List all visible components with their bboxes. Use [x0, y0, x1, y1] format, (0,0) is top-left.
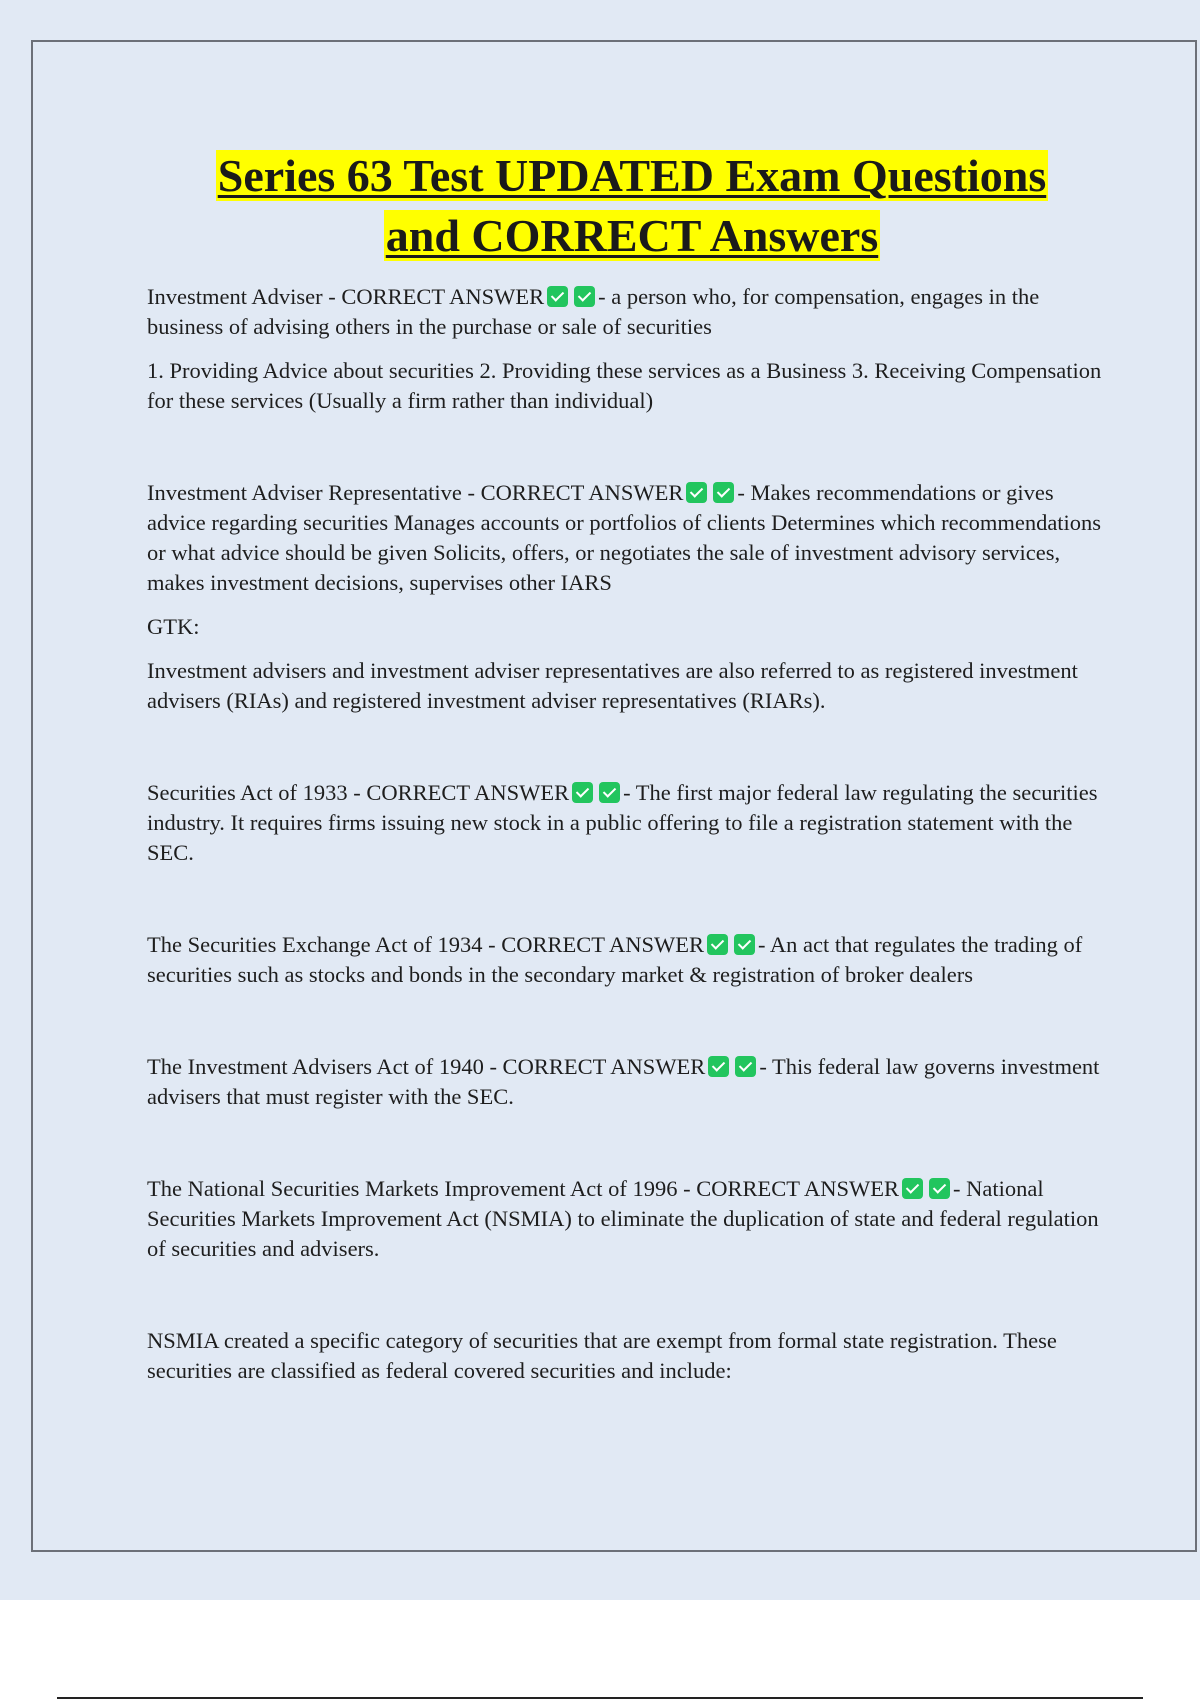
check-box-icon [713, 482, 734, 503]
qa-entry-nsmia-1996 [147, 1174, 1117, 1264]
check-box-icon [574, 286, 595, 307]
footer-divider [57, 1697, 1143, 1699]
check-box-icon [572, 782, 593, 803]
entry-term: The Investment Advisers Act of 1940 - CORRECT ANSWER [147, 1054, 706, 1079]
title-line-2: and CORRECT Answers [385, 210, 879, 261]
entry-definition: - The first major federal law regulating the securities industry. It requires firms issuing new stock in a public offering to file a registration statement with the SEC. [147, 780, 1098, 865]
check-box-icon [902, 1178, 923, 1199]
qa-entry-securities-exchange-act-1934 [147, 930, 1117, 990]
qa-entry-investment-advisers-act-1940 [147, 1052, 1117, 1112]
check-box-icon [686, 482, 707, 503]
entry-term: The National Securities Markets Improvement Act of 1996 - CORRECT ANSWER [147, 1176, 899, 1201]
entry-term: Investment Adviser - CORRECT ANSWER [147, 284, 545, 309]
check-box-icon [929, 1178, 950, 1199]
check-box-icon [734, 934, 755, 955]
qa-entry-investment-adviser-representative [147, 478, 1117, 598]
gtk-label: GTK: [147, 614, 200, 639]
gtk-note: Investment advisers and investment adviser representatives are also referred to as registered investment advisers (RIAs) and registered investment adviser representatives (RIARs). [147, 658, 1078, 713]
entry-definition: - a person who, for compensation, engages in the business of advising others in the purchase or sale of securities [147, 284, 1040, 339]
entry-definition: - This federal law governs investment advisers that must register with the SEC. [147, 1054, 1100, 1109]
qa-entry-investment-adviser [147, 282, 1117, 342]
check-box-icon [547, 286, 568, 307]
check-box-icon [708, 1056, 729, 1077]
check-box-icon [707, 934, 728, 955]
check-box-icon [735, 1056, 756, 1077]
entry-definition: - Makes recommendations or gives advice regarding securities Manages accounts or portfolios of clients Determines which recommendations or what advice should be given Solicits, offers, or negotiates the sale of investment advisory services, makes investment decisions, supervises other IARS [147, 480, 1102, 595]
entry-definition: - National Securities Markets Improvement Act (NSMIA) to eliminate the duplication of state and federal regulation of securities and advisers. [147, 1176, 1099, 1261]
entry-term: The Securities Exchange Act of 1934 - CORRECT ANSWER [147, 932, 705, 957]
check-box-icon [599, 782, 620, 803]
entry-definition: - An act that regulates the trading of securities such as stocks and bonds in the secondary market & registration of broker dealers [147, 932, 1083, 987]
entry-term: Securities Act of 1933 - CORRECT ANSWER [147, 780, 570, 805]
document-title [147, 146, 1117, 266]
title-line-1: Series 63 Test UPDATED Exam Questions [217, 150, 1047, 201]
nsmia-note: NSMIA created a specific category of securities that are exempt from formal state registration. These securities are classified as federal covered securities and include: [147, 1328, 1057, 1383]
entry-term: Investment Adviser Representative - CORRECT ANSWER [147, 480, 684, 505]
document-page [31, 40, 1197, 1552]
document-content [147, 146, 1117, 1386]
ia-criteria-note: 1. Providing Advice about securities 2. Providing these services as a Business 3. Receiving Compensation for these services (Usually a firm rather than individual) [147, 358, 1102, 413]
qa-entry-securities-act-1933 [147, 778, 1117, 868]
